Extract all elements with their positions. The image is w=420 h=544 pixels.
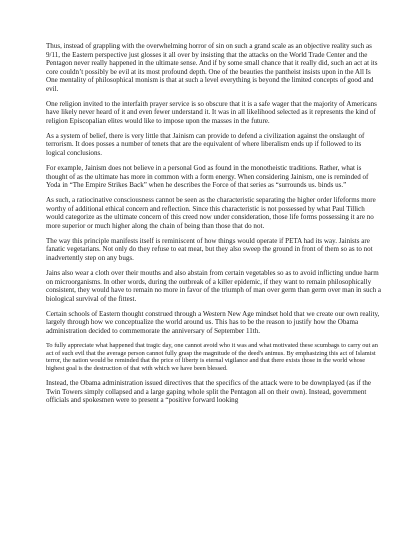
paragraph-5: As such, a ratiocinative consciousness cannot be seen as the characteristic separating the higher order lifeforms more worthy of additional ethical concern and reflection. Since this characteristic is not possessed by what Paul Tillich would categorize as the ultimate concern of this creed now under consideration, those life forms possessing it are no more superior or much higher along the chain of being than those that do not. [46,196,376,230]
paragraph-4: For example, Jainism does not believe in a personal God as found in the monotheistic traditions. Rather, what is thought of as the ultimate has more in common with a form energy. When considering Jainism, one is reminded of Yoda in “The Empire Strikes Back” when he describes the Force of that series as “surrounds us. binds us.” [46,164,369,190]
paragraph-1: Thus, instead of grappling with the overwhelming horror of sin on such a grand scale as an objective reality such as 9/11, the Eastern perspective just glosses it all over by insisting that the attacks on the World Trade Center and the Pentagon never really happened in the ultimate sense. And if by some small chance that it really did, such an act at its core couldn’t possibly be evil at its most profound depth. One of the beauties the pantheist insists upon in the All Is One mentality of philosophical monism is that at such a level everything is beyond the limited concepts of good and evil. [46,42,378,93]
paragraph-7: Jains also wear a cloth over their mouths and also abstain from certain vegetables so as to avoid inflicting undue harm on microorganisms. In other words, during the outbreak of a killer epidemic, if they want to remain philosophically consistent, they would have to remain no more in favor of the triumph of man over germ than germ over man in such a biological survival of the fittest. [46,269,382,303]
paragraph-3: As a system of belief, there is very little that Jainism can provide to defend a civilization against the onslaught of terrorism. It does posses a number of tenets that are the equivalent of where liberalism ends up if followed to its logical conclusions. [46,131,365,158]
paragraph-2: One religion invited to the interfaith prayer service is so obscure that it is a safe wager that the majority of Americans have likely never heard of it and even fewer understand it. It was in all likelihood selected as it represents the kind of religion Episcopalian elites would like to impose upon the masses in the future. [46,99,377,125]
paragraph-6: The way this principle manifests itself is reminiscent of how things would operate if PETA had its way. Jainists are fanatic vegetarians. Not only do they refuse to eat meat, but they also sweep the ground in front of them so as to not inadvertently step on any bugs. [46,236,373,262]
paragraph-9: To fully appreciate what happened that tragic day, one cannot avoid who it was and what motivated these scumbags to carry out an act of such evil that the average person cannot fully grasp the magnitude of the deed's animus. By emphasizing this act of Islamist terror, the nation would be reminded that the price of liberty is eternal vigilance and that there exists those in the world whose highest goal is the destruction of that with which we have been blessed. [46,341,378,372]
paragraph-8: Certain schools of Eastern thought construed through a Western New Age mindset hold that we create our own reality, largely through how we conceptualize the world around us. This has to be the reason to justify how the Obama administration decided to commemorate the anniversary of September 11th. [46,309,380,335]
paragraph-10: Instead, the Obama administration issued directives that the specifics of the attack were to be downplayed (as if the Twin Towers simply collapsed and a large gaping whole split the Pentagon all on their own). Instead, government officials and spokesmen were to present a “positive forward looking [46,378,372,405]
